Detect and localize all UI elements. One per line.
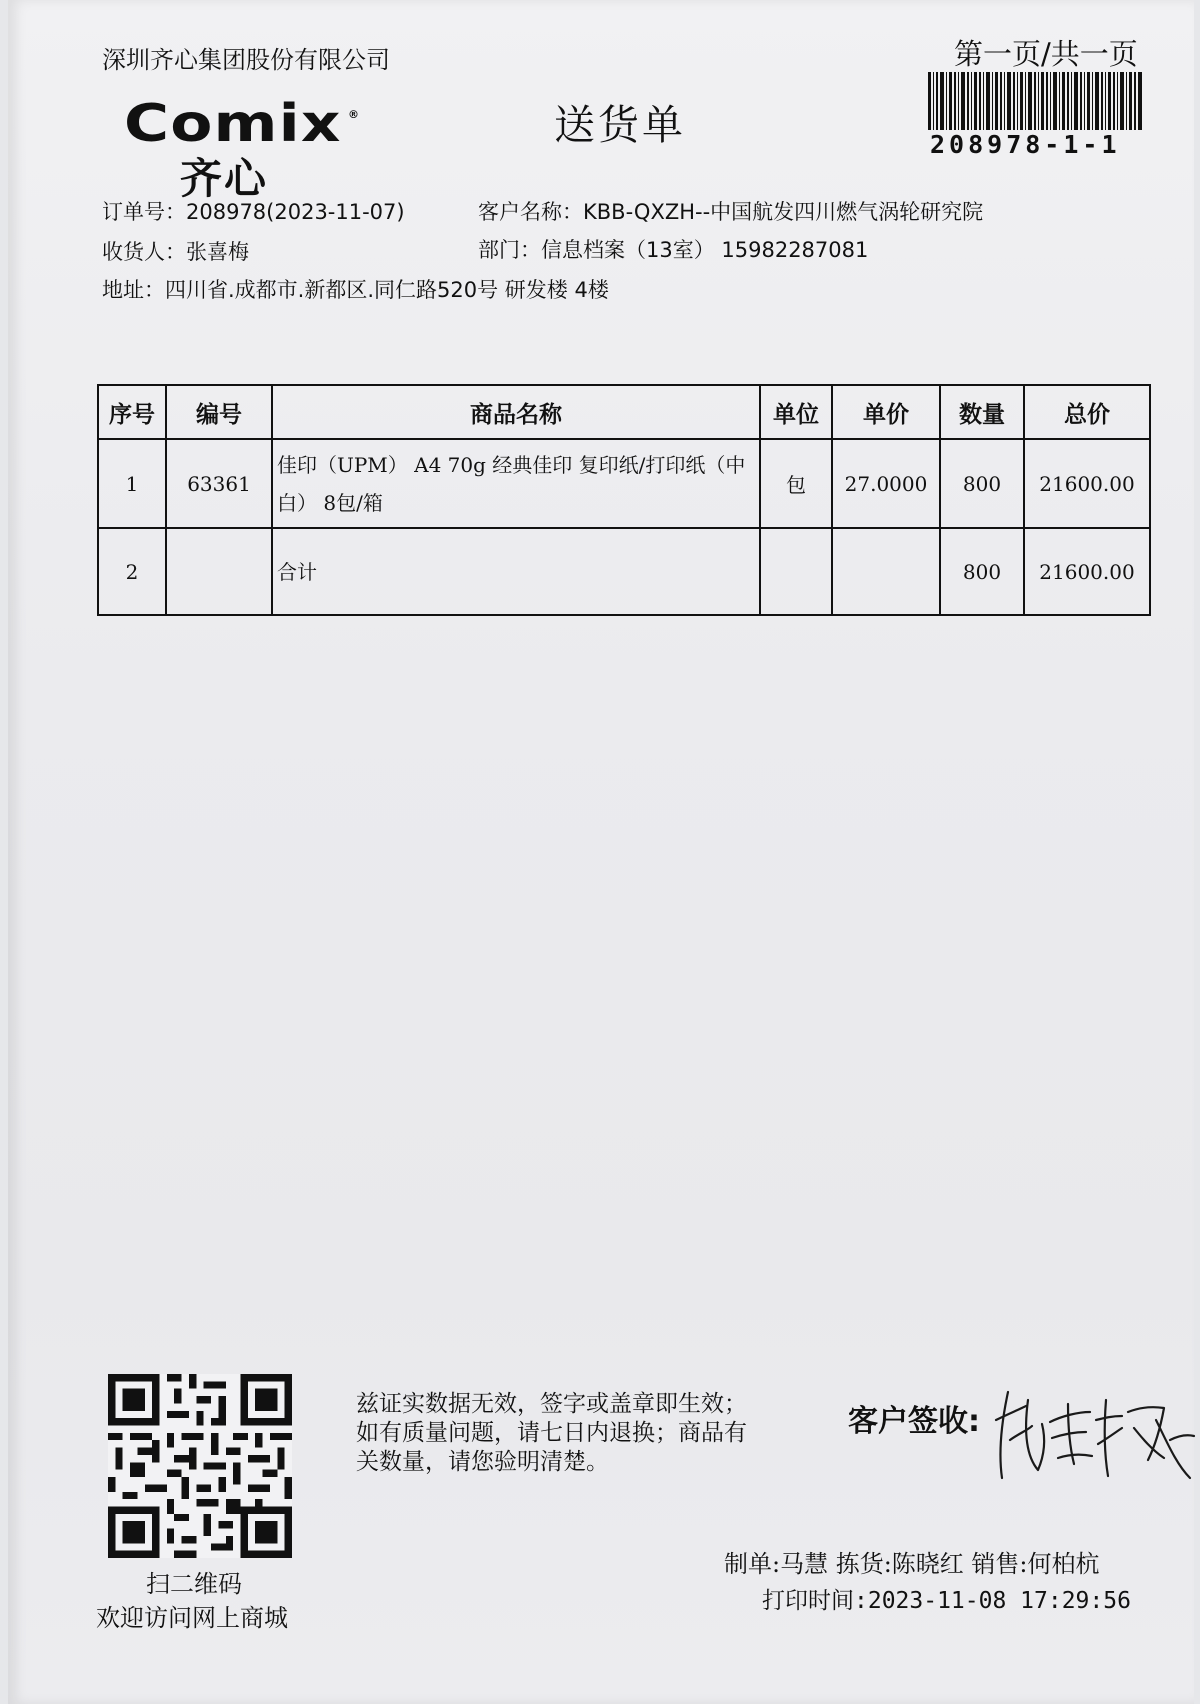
qr-code-icon[interactable]: [108, 1374, 292, 1558]
cell-quantity: 800: [940, 439, 1024, 528]
delivery-address: 地址：四川省.成都市.新都区.同仁路520号 研发楼 4楼: [102, 278, 609, 302]
receipt-notice: 兹证实数据无效，签字或盖章即生效；如有质量问题，请七日内退换；商品有关数量，请您验明清楚。: [356, 1391, 747, 1475]
barcode-number: 208978-1-1: [930, 130, 1121, 159]
header-seq: 序号: [98, 385, 166, 439]
cell-code: [166, 528, 272, 615]
table-row: [98, 528, 1150, 615]
qr-caption-mall: 欢迎访问网上商城: [96, 1604, 288, 1632]
cell-unit: 包: [760, 439, 832, 528]
cell-unit-price: [832, 528, 940, 615]
header-quantity: 数量: [940, 385, 1024, 439]
registered-mark: ®: [348, 108, 359, 121]
customer-name: 客户名称：KBB-QXZH--中国航发四川燃气涡轮研究院: [478, 200, 984, 224]
page-indicator: 第一页/共一页: [954, 37, 1138, 71]
header-unit-price: 单价: [832, 385, 940, 439]
cell-total: 21600.00: [1024, 439, 1150, 528]
qr-caption-scan: 扫二维码: [146, 1570, 242, 1598]
header-total: 总价: [1024, 385, 1150, 439]
barcode-icon: [928, 72, 1142, 130]
table-header-row: [98, 385, 1150, 439]
order-number: 订单号：208978(2023-11-07): [102, 200, 405, 224]
cell-seq: 1: [98, 439, 166, 528]
cell-product-name: 佳印（UPM） A4 70g 经典佳印 复印纸/打印纸（中白） 8包/箱: [272, 439, 760, 528]
header-code: 编号: [166, 385, 272, 439]
handwritten-signature-icon: [988, 1360, 1198, 1490]
cell-seq: 2: [98, 528, 166, 615]
cell-unit: [760, 528, 832, 615]
cell-product-name: 合计: [272, 528, 760, 615]
cell-unit-price: 27.0000: [832, 439, 940, 528]
receiver-name: 收货人：张喜梅: [102, 240, 249, 264]
cell-code: 63361: [166, 439, 272, 528]
company-name: 深圳齐心集团股份有限公司: [102, 46, 390, 74]
comix-logo-text: Comix: [124, 94, 342, 154]
document-title: 送货单: [554, 101, 686, 149]
print-time: 打印时间:2023-11-08 17:29:56: [762, 1588, 1131, 1614]
header-product-name: 商品名称: [272, 385, 760, 439]
goods-table: [97, 384, 1151, 616]
cell-total: 21600.00: [1024, 528, 1150, 615]
header-unit: 单位: [760, 385, 832, 439]
table-row: [98, 439, 1150, 528]
delivery-note-paper: [8, 0, 1194, 1704]
department-phone: 部门：信息档案（13室） 15982287081: [478, 238, 869, 262]
logo-chinese-text: 齐心: [180, 154, 269, 203]
staff-info: 制单:马慧 拣货:陈晓红 销售:何柏杭: [724, 1550, 1100, 1578]
cell-quantity: 800: [940, 528, 1024, 615]
customer-sign-label: 客户签收:: [848, 1404, 980, 1439]
